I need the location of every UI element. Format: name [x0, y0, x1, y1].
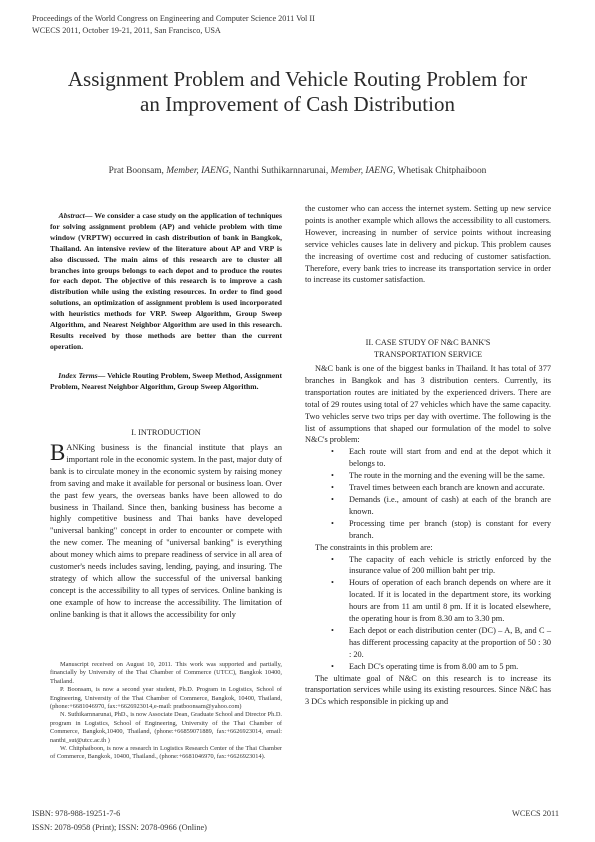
- author-3: , Whetisak Chitphaiboon: [393, 166, 487, 176]
- abstract: [50, 211, 282, 353]
- bullet-icon: •: [331, 471, 334, 481]
- footnote-author-3: W. Chitphaiboon, is now a research in Logistics Research Center of the Thai Chamber of Commerce, Bangkok, 10400, Thailand., (phone:+6681046970, fax:+6626923014).: [50, 745, 282, 761]
- abstract-label: Abstract: [58, 211, 85, 220]
- constraint-text: Hours of operation of each branch depends on where are it located. If it is located in the department store, its working hours are from 11 am until 8 pm. If it is located elsewhere, the operating hour is from 8.30 am to 3.30 pm.: [349, 578, 551, 624]
- constraint-text: Each DC's operating time is from 8.00 am to 5 pm.: [349, 661, 519, 671]
- footer-issn: ISSN: 2078-0958 (Print); ISSN: 2078-0966 (Online): [32, 823, 207, 832]
- list-item: [305, 494, 551, 518]
- index-terms-label: Index Terms: [58, 371, 98, 380]
- footnote-author-1: P. Boonsam, is now a second year student, Ph.D. Program in Logistics, School of Engineering, University of the Thai Chamber of Commerce, Bangkok, 10400, Thailand, (phone:+6681046970, fax:+6626923014,e-mail: pratboonsam@yahoo.com): [50, 686, 282, 711]
- footer-conference: WCECS 2011: [512, 809, 559, 818]
- list-item: [305, 470, 551, 482]
- assumption-text: Processing time per branch (stop) is constant for every branch.: [349, 518, 551, 540]
- list-item: [305, 625, 551, 661]
- bullet-icon: •: [331, 447, 334, 457]
- bullet-icon: •: [331, 554, 334, 564]
- author-1-membership: Member, IAENG: [166, 166, 229, 176]
- assumption-text: The route in the morning and the evening will be the same.: [349, 471, 545, 481]
- case-study-heading-line2: TRANSPORTATION SERVICE: [373, 349, 483, 359]
- assumption-text: Travel times between each branch are known and accurate.: [349, 483, 545, 493]
- bullet-icon: •: [331, 578, 334, 588]
- footer-isbn: ISBN: 978-988-19251-7-6: [32, 809, 121, 818]
- list-item: [305, 518, 551, 542]
- footnote-author-2: N. Suthikarnnarunai, PhD., is now Associate Dean, Graduate School and Director Ph.D. program in Logistics, School of Engineering, University of the Thai Chamber of Commerce, Bangkok,10400, Thailand, (phone:+66859071889, fax:+6626923014, email: nanthi_sut@utcc.ac.th ): [50, 711, 282, 744]
- author-line: [20, 166, 575, 176]
- author-2-membership: Member, IAENG: [330, 166, 394, 176]
- bullet-icon: •: [331, 625, 334, 635]
- list-item: [305, 446, 551, 470]
- bullet-icon: •: [331, 661, 334, 671]
- bullet-icon: •: [331, 494, 334, 504]
- index-terms-text: — Vehicle Routing Problem, Sweep Method, Assignment Problem, Nearest Neighbor Algorithm, Group Sweep Algorithm.: [50, 371, 282, 391]
- right-column-intro: [305, 203, 551, 286]
- intro-continuation: the customer who can access the internet system. Setting up new service points is another example which allows the accessibility to all customers. However, increasing in number of service points without increasing service vehicles causes late in delivery and pickup. This problem causes the increasing of overtime cost and reducing of customer satisfaction. Therefore, every bank tries to increase its transportation service in order to increase its customer satisfaction.: [305, 204, 551, 285]
- drop-cap: B: [50, 440, 66, 465]
- constraint-text: Each depot or each distribution center (DC) – A, B, and C – has different processing capacity at the proportion of 50 : 30 : 20.: [349, 625, 551, 659]
- constraint-text: The capacity of each vehicle is strictly enforced by the insurance value of 200 million baht per trip.: [349, 554, 551, 576]
- abstract-text: — We consider a case study on the application of techniques for solving assignment problem (AP) and vehicle problem with time window (VRPTW) occurred in cash distribution of bank in Bangkok, Thailand. An intensive review of the literature about AP and VRP is also discussed. The main aims of this research are to cluster all branches into groups belongs to each depot and to produce the routes for each depot. The objective of this research is to improve a cash distribution while using the existing resources. In order to find good solutions, an optimization of assignment problem is used incorporated with heuristics methods for VRP. Sweep Algorithm, Group Sweep Algorithm, and Nearest Neighbor Algorithm are used in this research. Results received by those methods are better than the current operation.: [50, 211, 282, 351]
- footnote-manuscript: Manuscript received on August 10, 2011. This work was supported and partially, financially by University of the Thai Chamber of Commerce (UTCC), Bangkok 10400, Thailand.: [50, 661, 282, 685]
- constraints-list: [305, 554, 551, 673]
- list-item: [305, 554, 551, 578]
- list-item: [305, 577, 551, 625]
- assumption-text: Each route will start from and end at the depot which it belongs to.: [349, 447, 551, 469]
- case-study-paragraph-2: The ultimate goal of N&C on this research is to increase its transportation services while using its existing resources. Since N&C has 3 DCs which responsible in picking up and: [305, 673, 551, 707]
- author-2: , Nanthi Suthikarnnarunai,: [228, 166, 331, 176]
- assumptions-list: [305, 446, 551, 541]
- introduction-body: [50, 442, 282, 621]
- section-heading-introduction: I. INTRODUCTION: [131, 428, 201, 437]
- section-heading-case-study: [305, 337, 551, 360]
- bullet-icon: •: [331, 483, 334, 493]
- running-header-line1: Proceedings of the World Congress on Engineering and Computer Science 2011 Vol II: [32, 14, 315, 23]
- running-header-line2: WCECS 2011, October 19-21, 2011, San Francisco, USA: [32, 26, 221, 35]
- introduction-text: ANKing business is the financial institute that plays an important role in the economic system. In the past, major duty of bank is to circulate money in the economic system by raising money from saving and make it available for personal or business loan. Over the past few years, the overseas banks have been allowed to do business in Thailand. Since then, banking business has become a highly competitive business and Thai banks have developed "universal banking" concept in order to encounter or compete with the new comer. The meaning of "universal banking" is everything about money which aims to prepare readiness of service in all area of customer's needs includes saving, lending, paying, and insuring. The strategy of which allow the successful of the universal banking concept is the accessibility to all types of services. Online banking is one example of how to increase the accessibility. The limitation of online banking is that it allows the accessibility for only: [50, 443, 282, 619]
- constraints-intro: The constraints in this problem are:: [315, 542, 433, 552]
- author-1: Prat Boonsam,: [108, 166, 167, 176]
- index-terms: [50, 371, 282, 393]
- case-study-heading-line1: II. CASE STUDY OF N&C BANK'S: [365, 338, 491, 347]
- paper-title: Assignment Problem and Vehicle Routing Problem for an Improvement of Cash Distribution: [67, 67, 528, 116]
- list-item: [305, 661, 551, 673]
- footnotes: [50, 661, 282, 762]
- case-study-paragraph-1: N&C bank is one of the biggest banks in Thailand. It has total of 377 branches in Bangkok and has 3 distribution centers. Currently, its transportation routes are initiated by the experienced drivers. There are total of 29 routes using total of 27 vehicles which have the same capacity. Two vehicles serve two trips per day with overtime. The following is the list of assumptions that shaped our formulation of the model to solve N&C's problem:: [305, 364, 551, 445]
- case-study-body: [305, 363, 551, 708]
- assumption-text: Demands (i.e., amount of cash) at each of the branch are known.: [349, 494, 551, 516]
- list-item: [305, 482, 551, 494]
- bullet-icon: •: [331, 518, 334, 528]
